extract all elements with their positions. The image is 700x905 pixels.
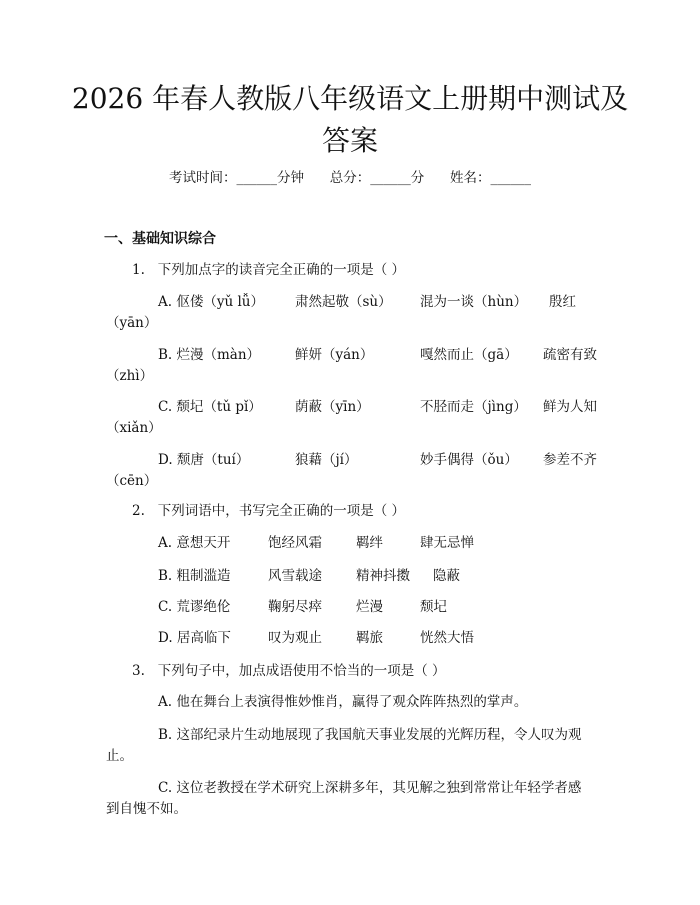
total-score-field: 总分：______分 <box>329 170 425 186</box>
q1-a-item-4: 殷红 <box>549 294 576 310</box>
q1-option-b-continuation: （zhì） <box>106 368 154 384</box>
exam-meta <box>0 168 700 188</box>
q2-c-item-3: 烂漫 <box>356 599 383 615</box>
q2-d-item-1: D. 居高临下 <box>158 630 231 646</box>
q3-option-c-continuation: 到自愧不如。 <box>106 801 187 817</box>
q1-option-c-continuation: （xiǎn） <box>106 420 162 436</box>
q2-a-item-3: 羁绊 <box>356 535 383 551</box>
q2-a-item-2: 饱经风霜 <box>268 535 322 551</box>
q1-b-item-4: 疏密有致 <box>543 347 597 363</box>
q2-b-item-3: 精神抖擞 <box>356 568 410 584</box>
q1-option-b <box>158 345 598 365</box>
title-line-1: 2026 年春人教版八年级语文上册期中测试及 <box>71 82 629 115</box>
q2-c-item-1: C. 荒谬绝伦 <box>158 599 231 615</box>
q2-option-b <box>158 566 598 586</box>
q1-d-item-4: 参差不齐 <box>543 452 597 468</box>
question-1-stem: 1. 下列加点字的读音完全正确的一项是（ ） <box>132 262 406 278</box>
title-line-2: 答案 <box>321 124 378 157</box>
q1-option-c <box>158 397 598 417</box>
q1-d-item-1: D. 颓唐（tuí） <box>158 452 250 468</box>
q1-c-item-4: 鲜为人知 <box>543 399 597 415</box>
q2-a-item-4: 肆无忌惮 <box>420 535 474 551</box>
q1-option-d-continuation: （cēn） <box>106 473 158 489</box>
q1-c-item-3: 不胫而走（jìng） <box>420 399 527 415</box>
q1-d-item-3: 妙手偶得（ǒu） <box>420 452 518 468</box>
question-3-stem: 3. 下列句子中，加点成语使用不恰当的一项是（ ） <box>132 663 446 679</box>
q2-d-item-3: 羁旅 <box>356 630 383 646</box>
q3-option-b-continuation: 止。 <box>106 748 133 764</box>
q2-b-item-4: 隐蔽 <box>433 568 460 584</box>
q2-c-item-2: 鞠躬尽瘁 <box>268 599 322 615</box>
q3-option-c: C. 这位老教授在学术研究上深耕多年，其见解之独到常常让年轻学者感 <box>158 780 582 796</box>
q1-a-item-3: 混为一谈（hùn） <box>420 294 528 310</box>
question-2-stem: 2. 下列词语中，书写完全正确的一项是（ ） <box>132 503 406 519</box>
q1-c-item-2: 荫蔽（yīn） <box>295 399 370 415</box>
q2-d-item-4: 恍然大悟 <box>420 630 474 646</box>
q1-b-item-3: 嘎然而止（gā） <box>420 347 518 363</box>
q1-d-item-2: 狼藉（jí） <box>295 452 358 468</box>
q2-option-c <box>158 597 598 617</box>
q2-b-item-1: B. 粗制滥造 <box>158 568 231 584</box>
student-name-field: 姓名：______ <box>450 170 531 186</box>
q1-c-item-1: C. 颓圮（tǔ pǐ） <box>158 399 262 415</box>
q2-d-item-2: 叹为观止 <box>268 630 322 646</box>
q1-b-item-2: 鲜妍（yán） <box>295 347 374 363</box>
q3-option-b: B. 这部纪录片生动地展现了我国航天事业发展的光辉历程，令人叹为观 <box>158 727 582 743</box>
q2-c-item-4: 颓圮 <box>420 599 447 615</box>
q2-option-d <box>158 628 598 648</box>
q3-option-a: A. 他在舞台上表演得惟妙惟肖，赢得了观众阵阵热烈的掌声。 <box>158 694 528 710</box>
q1-option-a-continuation: （yān） <box>106 315 158 331</box>
q2-a-item-1: A. 意想天开 <box>158 535 231 551</box>
q1-a-item-1: A. 伛偻（yǔ lǚ） <box>158 294 264 310</box>
q2-b-item-2: 风雪载途 <box>268 568 322 584</box>
q1-b-item-1: B. 烂漫（màn） <box>158 347 261 363</box>
q1-a-item-2: 肃然起敬（sù） <box>295 294 392 310</box>
exam-time-field: 考试时间：______分钟 <box>169 170 304 186</box>
section-heading: 一、基础知识综合 <box>104 231 216 247</box>
document-title <box>60 78 640 162</box>
q2-option-a <box>158 533 598 553</box>
q1-option-d <box>158 450 598 470</box>
q1-option-a <box>158 292 598 312</box>
